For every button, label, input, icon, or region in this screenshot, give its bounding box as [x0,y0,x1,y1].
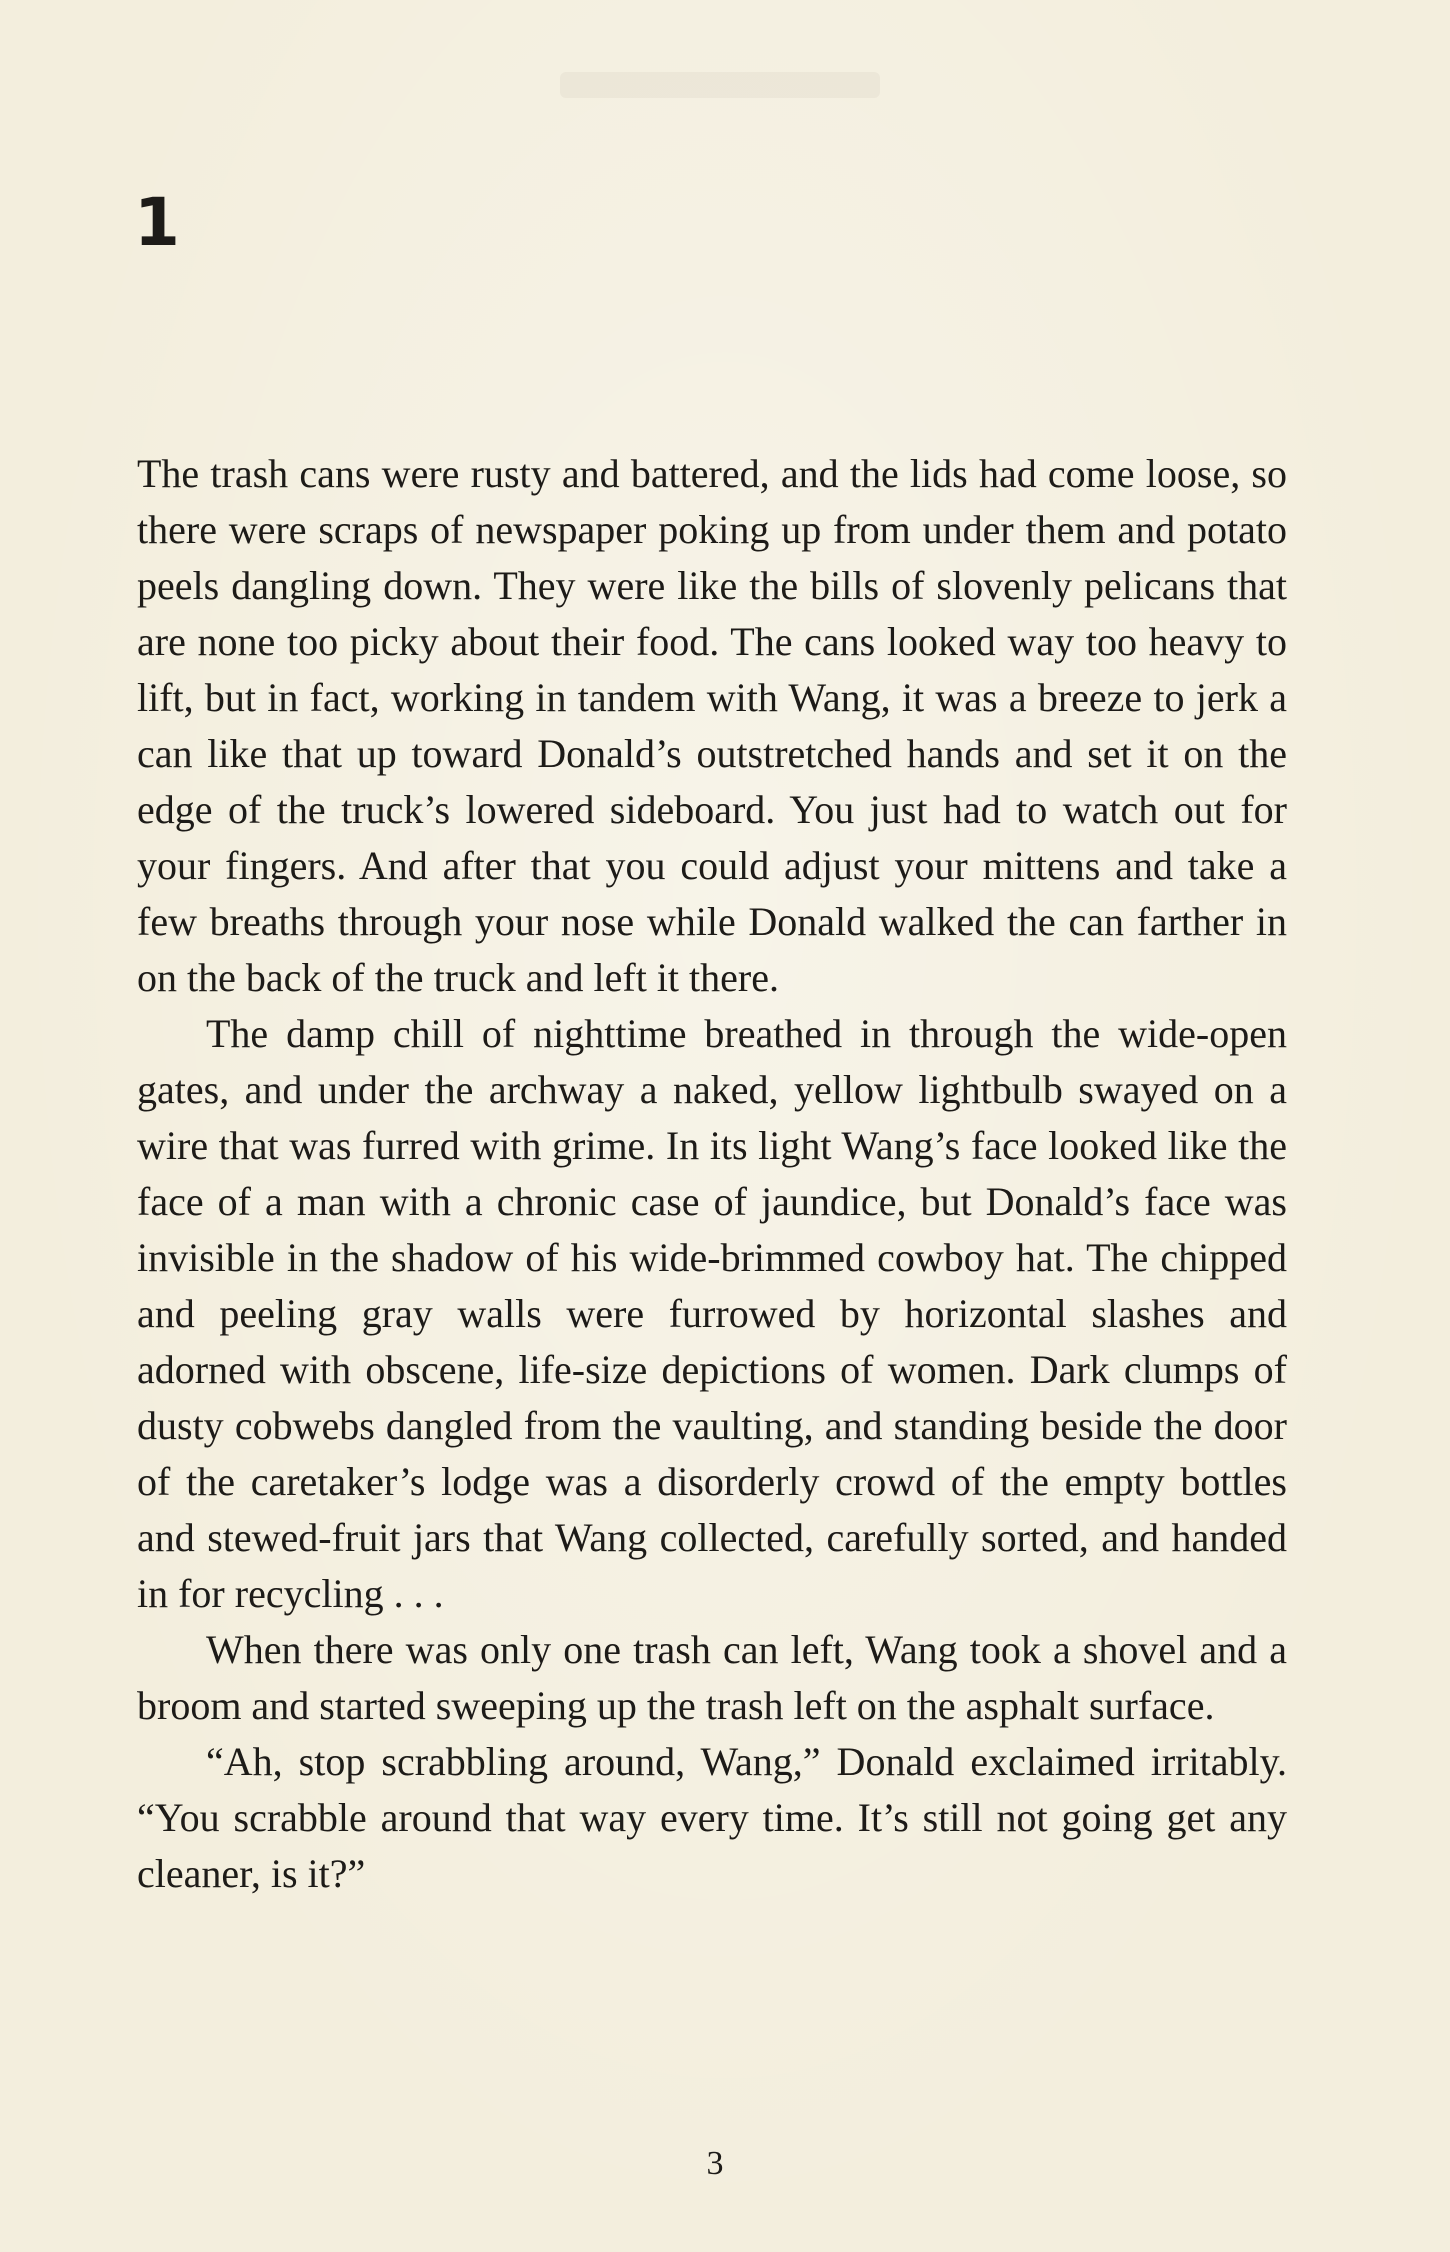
chapter-number: 1 [134,184,180,261]
show-through-running-head [560,72,880,98]
paragraph-2: The damp chill of nighttime breathed in through the wide-open gates, and under the archway a naked, yellow lightbulb swayed on a wire that was furred with grime. In its light Wang’s face looked like the face of a man with a chronic case of jaundice, but Donald’s face was invisible in the shadow of his wide-brimmed cowboy hat. The chipped and peeling gray walls were furrowed by horizontal slashes and adorned with obscene, life-size depictions of women. Dark clumps of dusty cobwebs dangled from the vaulting, and standing beside the door of the caretaker’s lodge was a disorderly crowd of the empty bottles and stewed-fruit jars that Wang collected, carefully sorted, and handed in for recycling . . . [137,1011,1287,1616]
paragraph-1: The trash cans were rusty and battered, and the lids had come loose, so there were scraps of newspaper poking up from under them and potato peels dangling down. They were like the bills of slovenly pelicans that are none too picky about their food. The cans looked way too heavy to lift, but in fact, working in tandem with Wang, it was a breeze to jerk a can like that up toward Donald’s outstretched hands and set it on the edge of the truck’s lowered sideboard. You just had to watch out for your fingers. And after that you could adjust your mittens and take a few breaths through your nose while Donald walked the can farther in on the back of the truck and left it there. [137,451,1287,1000]
page-number: 3 [706,2145,724,2182]
chapter-body [137,446,1287,1902]
paragraph-3: When there was only one trash can left, Wang took a shovel and a broom and started sweeping up the trash left on the asphalt surface. [137,1627,1287,1728]
paragraph-4: “Ah, stop scrabbling around, Wang,” Donald exclaimed irritably. “You scrabble around that way every time. It’s still not going get any cleaner, is it?” [137,1739,1287,1896]
